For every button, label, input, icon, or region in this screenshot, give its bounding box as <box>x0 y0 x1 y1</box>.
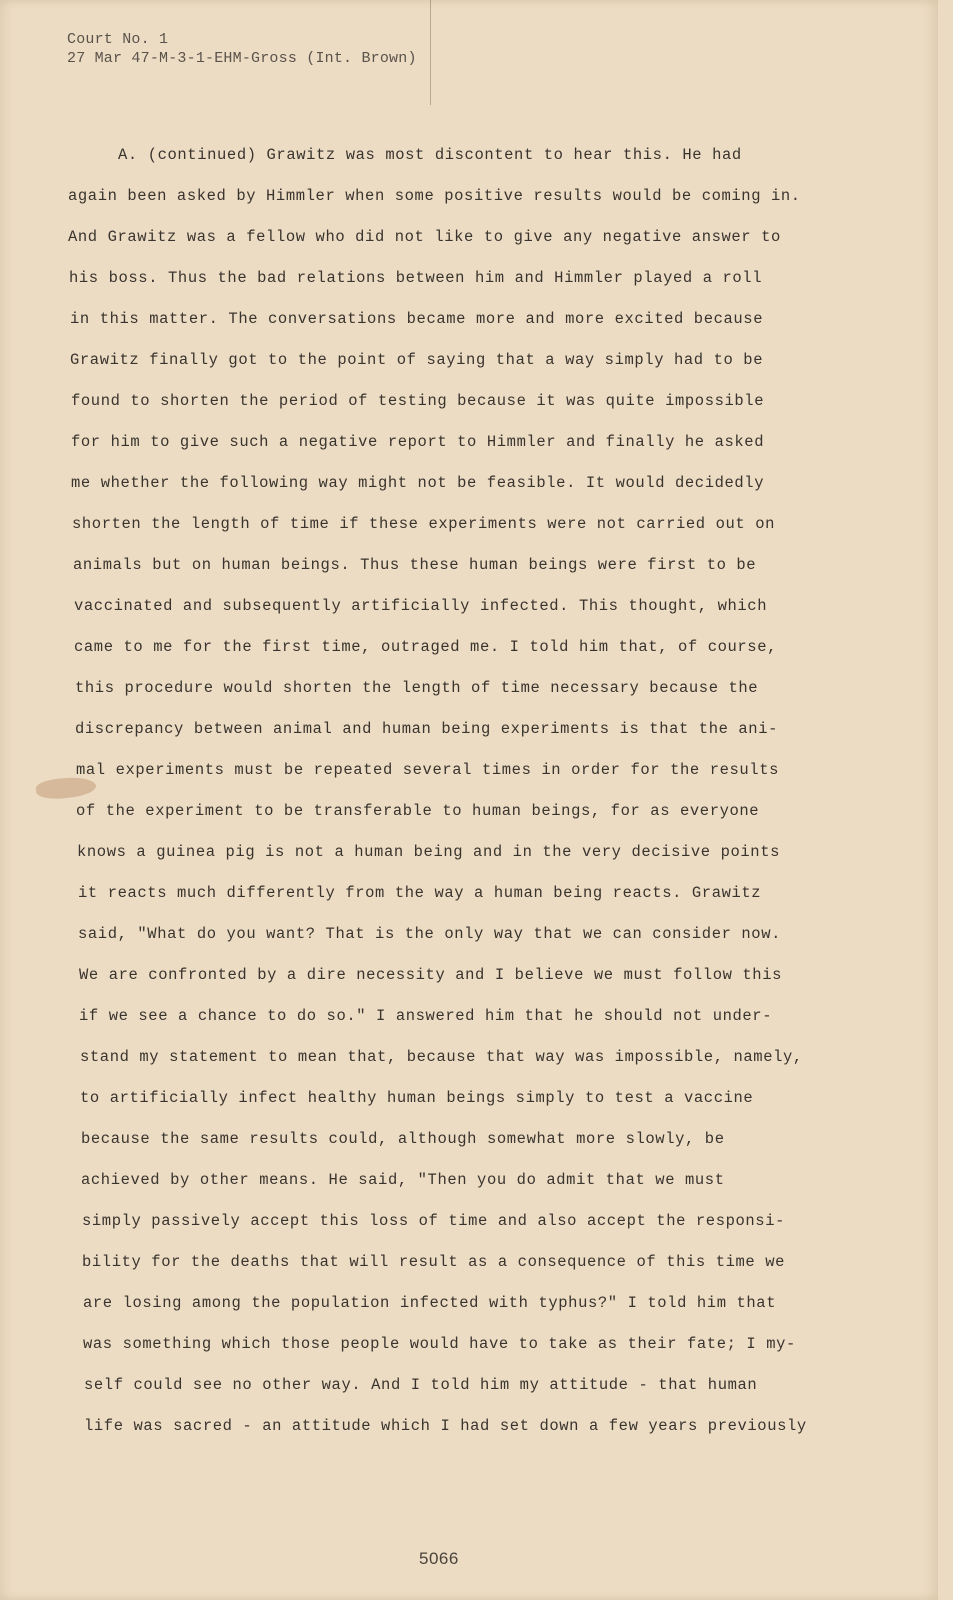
text-line: of the experiment to be transferable to human beings, for as everyone <box>76 802 760 820</box>
text-line: because the same results could, although somewhat more slowly, be <box>81 1130 725 1148</box>
text-line: if we see a chance to do so." I answered him that he should not under- <box>79 1007 773 1025</box>
text-line: A. (continued) Grawitz was most discontent to hear this. He had <box>118 146 742 164</box>
text-line: found to shorten the period of testing because it was quite impossible <box>71 392 765 410</box>
text-line: it reacts much differently from the way a human being reacts. Grawitz <box>78 884 762 902</box>
text-line: achieved by other means. He said, "Then you do admit that we must <box>81 1171 725 1189</box>
text-line: was something which those people would have to take as their fate; I my- <box>83 1335 796 1353</box>
text-line: bility for the deaths that will result as a consequence of this time we <box>82 1253 786 1271</box>
text-line: again been asked by Himmler when some positive results would be coming in. <box>68 187 801 205</box>
text-line: to artificially infect healthy human beings simply to test a vaccine <box>80 1089 754 1107</box>
text-line: discrepancy between animal and human being experiments is that the ani- <box>75 720 779 738</box>
text-line: And Grawitz was a fellow who did not like to give any negative answer to <box>68 228 781 246</box>
page-number: 5066 <box>419 1549 459 1568</box>
text-line: animals but on human beings. Thus these human beings were first to be <box>73 556 757 574</box>
text-line: We are confronted by a dire necessity and I believe we must follow this <box>79 966 783 984</box>
transcript-reference: 27 Mar 47-M-3-1-EHM-Gross (Int. Brown) <box>67 50 417 67</box>
text-line: me whether the following way might not be feasible. It would decidedly <box>71 474 765 492</box>
court-number: Court No. 1 <box>67 31 169 48</box>
text-line: for him to give such a negative report to Himmler and finally he asked <box>71 433 765 451</box>
text-line: his boss. Thus the bad relations between him and Himmler played a roll <box>69 269 763 287</box>
text-line: vaccinated and subsequently artificially infected. This thought, which <box>74 597 768 615</box>
text-line: simply passively accept this loss of time and also accept the responsi- <box>82 1212 786 1230</box>
text-line: Grawitz finally got to the point of saying that a way simply had to be <box>70 351 764 369</box>
text-line: said, "What do you want? That is the only way that we can consider now. <box>78 925 782 943</box>
text-line: stand my statement to mean that, because that way was impossible, namely, <box>80 1048 803 1066</box>
text-line: life was sacred - an attitude which I had set down a few years previously <box>84 1417 807 1435</box>
text-line: self could see no other way. And I told him my attitude - that human <box>84 1376 758 1394</box>
text-line: in this matter. The conversations became more and more excited because <box>70 310 764 328</box>
text-line: this procedure would shorten the length of time necessary because the <box>75 679 759 697</box>
text-line: knows a guinea pig is not a human being and in the very decisive points <box>77 843 781 861</box>
text-line: shorten the length of time if these experiments were not carried out on <box>72 515 776 533</box>
page-edge <box>938 0 953 1600</box>
text-line: came to me for the first time, outraged me. I told him that, of course, <box>74 638 778 656</box>
text-line: are losing among the population infected with typhus?" I told him that <box>83 1294 777 1312</box>
text-line: mal experiments must be repeated several times in order for the results <box>76 761 780 779</box>
